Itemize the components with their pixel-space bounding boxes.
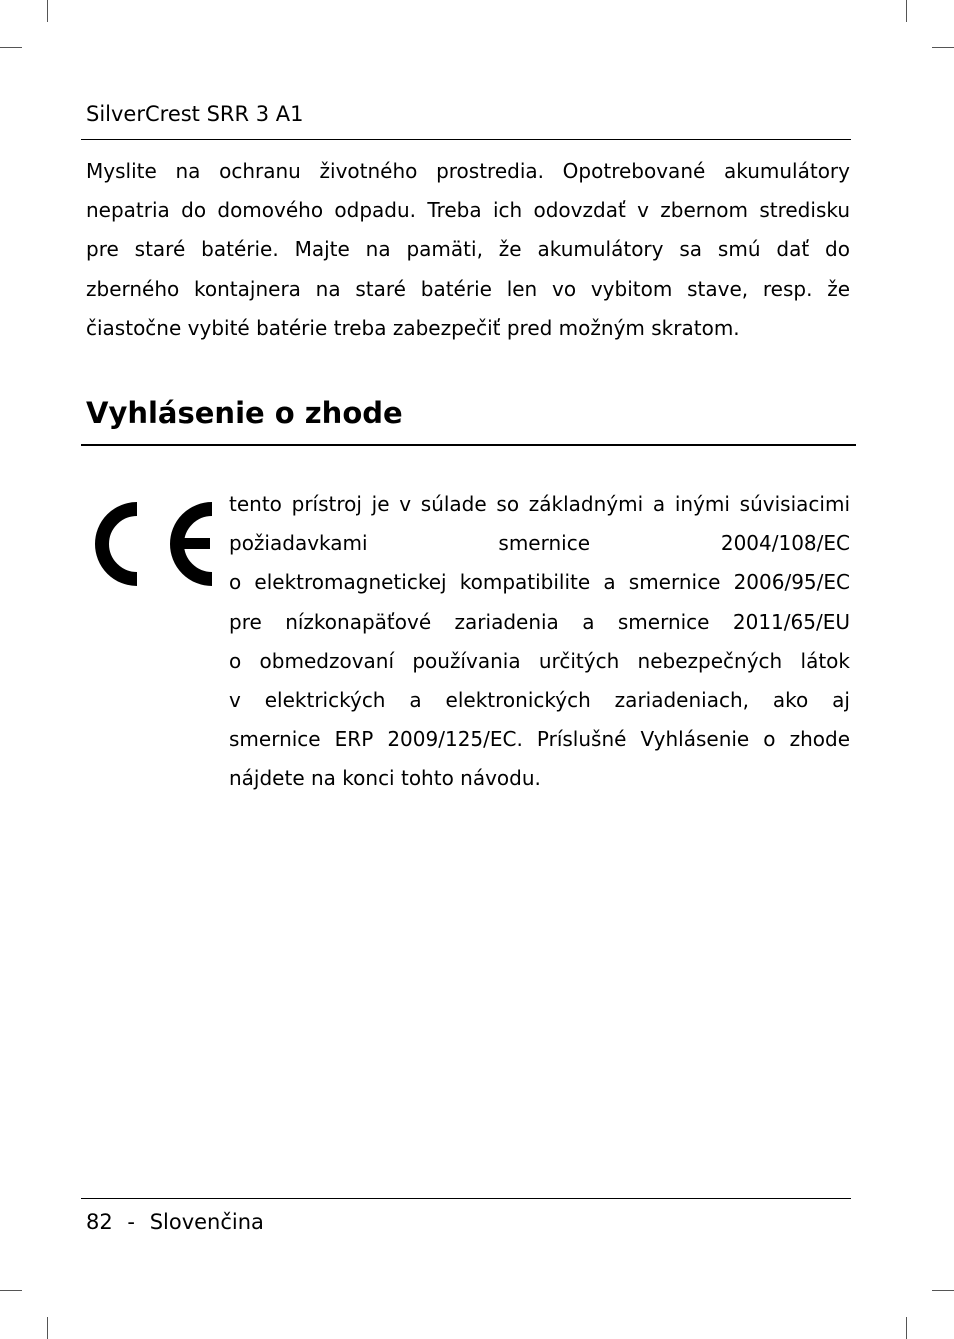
paragraph-line: smernice ERP 2009/125/EC. Príslušné Vyhlásenie o zhode xyxy=(229,727,850,752)
crop-mark xyxy=(932,1290,954,1291)
section-heading: Vyhlásenie o zhode xyxy=(86,396,403,430)
paragraph-line: tento prístroj je v súlade so základnými a inými súvisiacimi xyxy=(229,492,850,516)
paragraph-line: čiastočne vybité batérie treba zabezpečiť pred možným skratom. xyxy=(86,315,740,340)
paragraph-line: v elektrických a elektronických zariadeniach, ako aj xyxy=(229,688,850,713)
paragraph-line: nájdete na konci tohto návodu. xyxy=(229,766,541,791)
crop-mark xyxy=(906,1317,907,1339)
crop-mark xyxy=(932,47,954,48)
paragraph-line: zberného kontajnera na staré batérie len vo vybitom stave, resp. že xyxy=(86,276,850,301)
paragraph-line: pre staré batérie. Majte na pamäti, že akumulátory sa smú dať do xyxy=(86,237,850,262)
crop-mark xyxy=(47,1317,48,1339)
footer-divider xyxy=(81,1198,851,1199)
page-number: 82 xyxy=(86,1210,113,1234)
page-footer xyxy=(86,1208,264,1236)
footer-separator: - xyxy=(127,1210,135,1234)
paragraph-line: nepatria do domového odpadu. Treba ich odovzdať v zbernom stredisku xyxy=(86,198,850,223)
intro-paragraph xyxy=(86,152,850,348)
footer-language: Slovenčina xyxy=(149,1210,264,1234)
paragraph-line: požiadavkami smernice 2004/108/EC xyxy=(229,531,850,556)
running-header: SilverCrest SRR 3 A1 xyxy=(86,102,304,126)
crop-mark xyxy=(47,0,48,22)
section-divider xyxy=(81,444,856,446)
crop-mark xyxy=(0,47,22,48)
declaration-paragraph xyxy=(229,485,850,799)
paragraph-line: o elektromagnetickej kompatibilite a smernice 2006/95/EC xyxy=(229,570,850,595)
header-divider xyxy=(81,139,851,140)
paragraph-line: pre nízkonapäťové zariadenia a smernice 2011/65/EU xyxy=(229,609,850,634)
paragraph-line: o obmedzovaní používania určitých nebezpečných látok xyxy=(229,648,850,673)
crop-mark xyxy=(0,1290,22,1291)
ce-mark-icon xyxy=(90,498,216,590)
crop-mark xyxy=(906,0,907,22)
paragraph-line: Myslite na ochranu životného prostredia. Opotrebované akumulátory xyxy=(86,159,850,183)
